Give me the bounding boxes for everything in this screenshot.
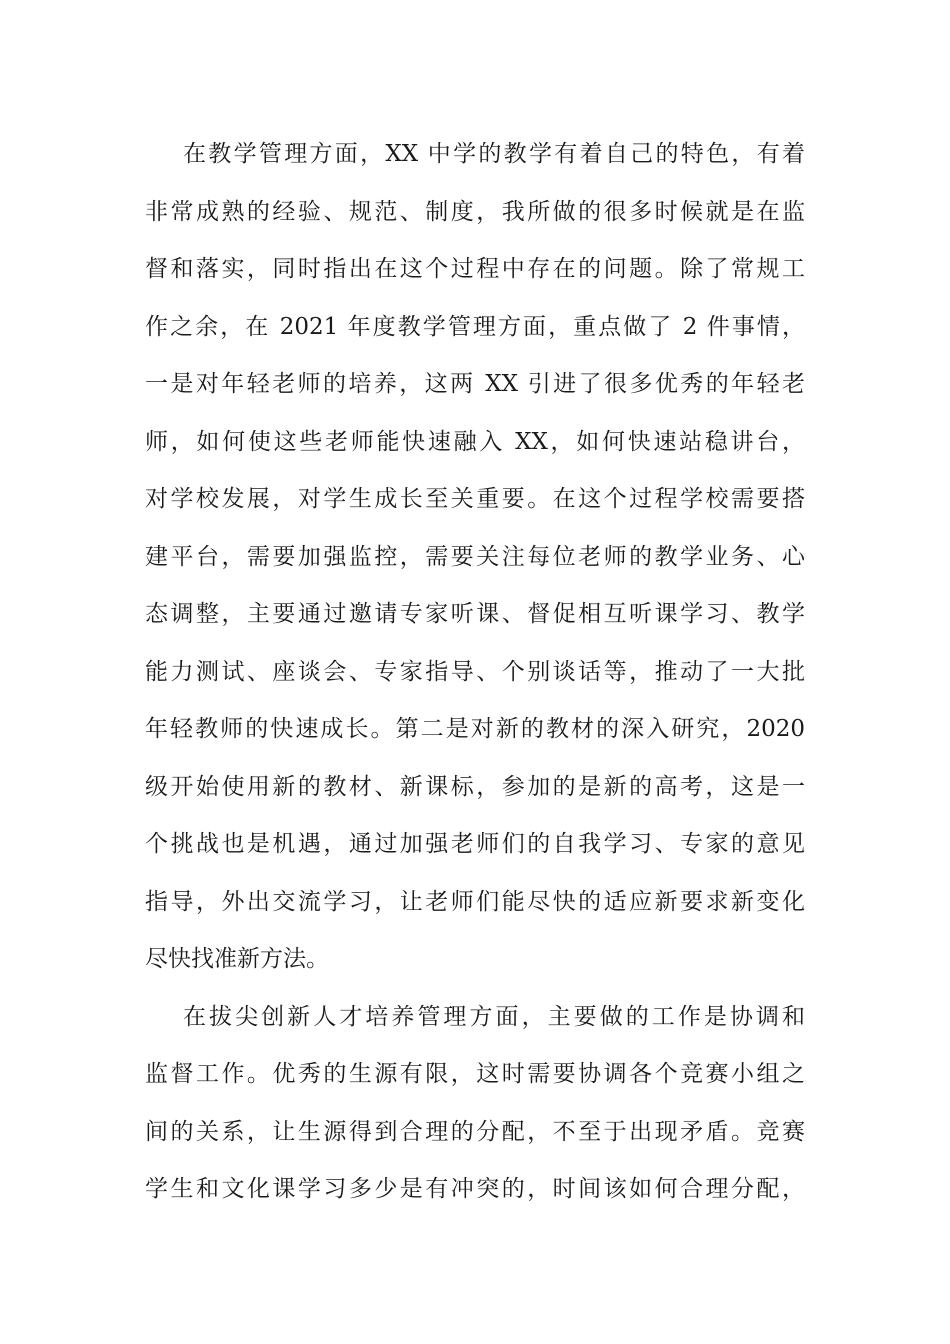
text-line: 个挑战也是机遇，通过加强老师们的自我学习、专家的意见 (145, 831, 805, 857)
text-line: 间的关系，让生源得到合理的分配，不至于出现矛盾。竞赛 (145, 1118, 805, 1145)
text-line: 学生和文化课学习多少是有冲突的，时间该如何合理分配， (145, 1176, 805, 1202)
paragraph-talent-cultivation (145, 989, 805, 1219)
document-body (145, 126, 805, 1219)
paragraph-teaching-management (145, 126, 805, 989)
text-line: 作之余，在 2021 年度教学管理方面，重点做了 2 件事情， (145, 313, 805, 340)
text-line: 监督工作。优秀的生源有限，这时需要协调各个竞赛小组之 (145, 1061, 805, 1087)
text-line: 指导，外出交流学习，让老师们能尽快的适应新要求新变化 (145, 888, 805, 915)
text-line: 在教学管理方面，XX 中学的教学有着自己的特色，有着 (183, 141, 805, 167)
text-line: 尽快找准新方法。 (145, 946, 329, 972)
text-line: 级开始使用新的教材、新课标，参加的是新的高考，这是一 (145, 773, 805, 800)
text-line: 年轻教师的快速成长。第二是对新的教材的深入研究，2020 (145, 716, 805, 742)
text-line: 督和落实，同时指出在这个过程中存在的问题。除了常规工 (145, 256, 805, 282)
text-line: 建平台，需要加强监控，需要关注每位老师的教学业务、心 (145, 543, 805, 570)
text-line: 能力测试、座谈会、专家指导、个别谈话等，推动了一大批 (145, 658, 805, 685)
text-line: 非常成熟的经验、规范、制度，我所做的很多时候就是在监 (145, 198, 805, 225)
text-line: 师，如何使这些老师能快速融入 XX，如何快速站稳讲台， (145, 428, 805, 455)
text-line: 一是对年轻老师的培养，这两 XX 引进了很多优秀的年轻老 (145, 371, 805, 397)
text-line: 态调整，主要通过邀请专家听课、督促相互听课学习、教学 (145, 601, 805, 627)
text-line: 在拔尖创新人才培养管理方面，主要做的工作是协调和 (183, 1003, 805, 1030)
text-line: 对学校发展，对学生成长至关重要。在这个过程学校需要搭 (145, 486, 805, 512)
